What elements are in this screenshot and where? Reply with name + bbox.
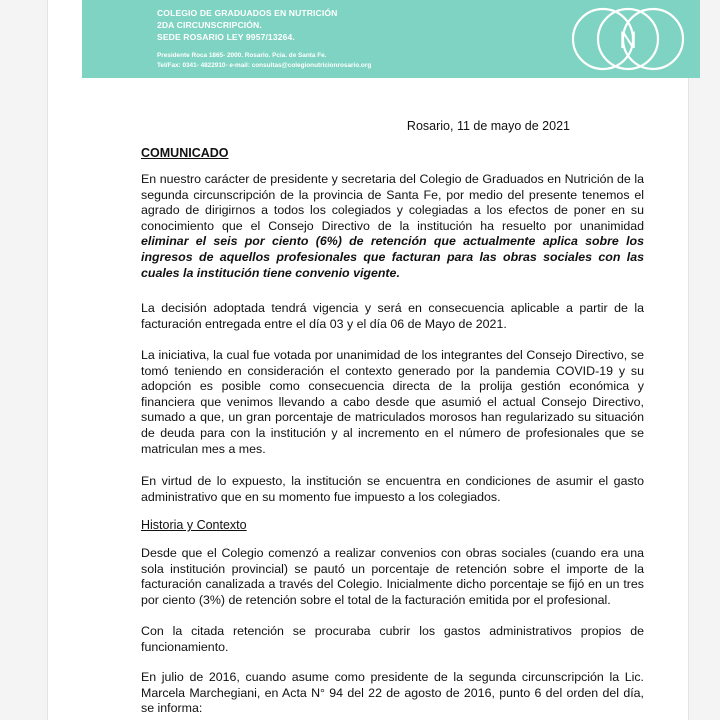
org-law: SEDE ROSARIO LEY 9957/13264. [157,32,295,42]
paragraph-intro-emphasis: eliminar el seis por ciento (6%) de retención que actualmente aplica sobre los ingresos de aquellos profesionales que facturan para las obras sociales con las cuales la institución tiene convenio vigente. [141,234,644,280]
section-title-history: Historia y Contexto [141,518,247,532]
paragraph-retention: Con la citada retención se procuraba cubrir los gastos administrativos propios de funcionamiento. [141,624,644,654]
letterhead [82,0,700,78]
paragraph-initiative: La iniciativa, la cual fue votada por unanimidad de los integrantes del Consejo Directivo, se tomó teniendo en consideración el contexto generado por la pandemia COVID-19 y su adopción es posible como consecuencia directa de la prolija gestión económica y financiera que venimos llevando a cabo desde que asumió el actual Consejo Directivo, sumado a que, un gran porcentaje de matriculados morosos han regularizado su situación de deuda para con la institución y al incremento en el número de profesionales que se matriculan mes a mes. [141,348,644,456]
org-address: Presidente Roca 1865- 2000. Rosario. Pcia. de Santa Fe. [157,52,327,59]
org-name: COLEGIO DE GRADUADOS EN NUTRICIÓN [157,8,338,18]
document-date: Rosario, 11 de mayo de 2021 [406,119,570,133]
svg-text:N: N [619,27,637,54]
paragraph-history: Desde que el Colegio comenzó a realizar convenios con obras sociales (cuando era una sola institución provincial) se pautó un porcentaje de retención sobre el importe de la facturación canalizada a través del Colegio. Inicialmente dicho porcentaje se fijó en un tres por ciento (3%) de retención sobre el total de la facturación emitida por el profesional. [141,546,644,607]
cng-logo-icon [558,0,698,80]
org-contact: Tel/Fax: 0341- 4822910- e-mail: consultas@colegionutricionrosario.org [157,62,372,69]
paragraph-conclusion: En virtud de lo expuesto, la institución se encuentra en condiciones de asumir el gasto administrativo que en su momento fue impuesto a los colegiados. [141,474,644,504]
paragraph-intro [141,172,644,281]
document-page [48,0,688,720]
paragraph-intro-text: En nuestro carácter de presidente y secretaria del Colegio de Graduados en Nutrición de la segunda circunscripción de la provincia de Santa Fe, por medio del presente tenemos el agrado de dirigirnos a todos los colegiados y colegiadas a los efectos de poner en su conocimiento que el Consejo Directivo de la institución ha resuelto por unanimidad [141,172,644,233]
document-title: COMUNICADO [141,146,229,160]
paragraph-july-2016: En julio de 2016, cuando asume como presidente de la segunda circunscripción la Lic. Marcela Marchegiani, en Acta N° 94 del 22 de agosto de 2016, punto 6 del orden del día, se informa: [141,670,644,716]
org-circunscription: 2DA CIRCUNSCRIPCIÓN. [157,20,262,30]
paragraph-validity: La decisión adoptada tendrá vigencia y será en consecuencia aplicable a partir de la facturación entregada entre el día 03 y el día 06 de Mayo de 2021. [141,301,644,331]
